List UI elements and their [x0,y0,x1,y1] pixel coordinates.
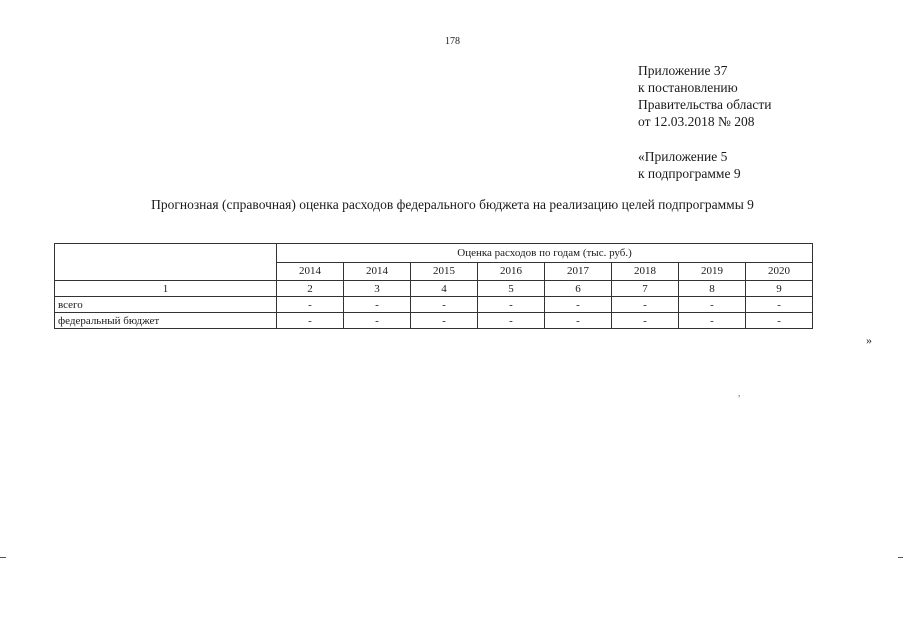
year-cell: 2017 [545,262,612,281]
column-number-cell: 9 [746,281,813,297]
edge-tick-right [898,557,903,558]
column-number-cell: 4 [411,281,478,297]
sub-appendix-line: к подпрограмме 9 [638,166,741,181]
group-header-cell: Оценка расходов по годам (тыс. руб.) [277,244,813,263]
year-cell: 2015 [411,262,478,281]
sub-appendix-line: «Приложение 5 [638,149,728,164]
year-cell: 2014 [344,262,411,281]
value-cell: - [679,297,746,313]
table-corner-cell [55,244,277,281]
value-cell: - [344,313,411,329]
column-number-cell: 8 [679,281,746,297]
closing-quote: » [866,333,872,347]
value-cell: - [746,313,813,329]
column-number-cell: 2 [277,281,344,297]
stray-mark: , [738,388,741,398]
sub-appendix-block [638,148,741,182]
column-number-cell: 3 [344,281,411,297]
year-cell: 2016 [478,262,545,281]
value-cell: - [344,297,411,313]
appendix-line: Правительства области [638,97,772,112]
table-header-row [55,244,813,263]
value-cell: - [478,313,545,329]
column-number-cell: 5 [478,281,545,297]
column-numbers-row [55,281,813,297]
appendix-line: от 12.03.2018 № 208 [638,114,755,129]
value-cell: - [545,297,612,313]
value-cell: - [411,297,478,313]
value-cell: - [277,297,344,313]
value-cell: - [612,313,679,329]
year-cell: 2020 [746,262,813,281]
appendix-block [638,62,771,130]
value-cell: - [545,313,612,329]
value-cell: - [277,313,344,329]
row-label: федеральный бюджет [55,313,277,329]
value-cell: - [612,297,679,313]
table-row [55,297,813,313]
expense-table [54,243,813,329]
column-number-cell: 1 [55,281,277,297]
value-cell: - [746,297,813,313]
year-cell: 2018 [612,262,679,281]
year-cell: 2014 [277,262,344,281]
appendix-line: Приложение 37 [638,63,728,78]
edge-tick-left [0,557,6,558]
document-title: Прогнозная (справочная) оценка расходов федерального бюджета на реализацию целей подпрограммы 9 [151,197,754,212]
page-number: 178 [445,36,460,47]
table-row [55,313,813,329]
year-cell: 2019 [679,262,746,281]
value-cell: - [679,313,746,329]
row-label: всего [55,297,277,313]
value-cell: - [411,313,478,329]
column-number-cell: 6 [545,281,612,297]
value-cell: - [478,297,545,313]
appendix-line: к постановлению [638,80,738,95]
column-number-cell: 7 [612,281,679,297]
